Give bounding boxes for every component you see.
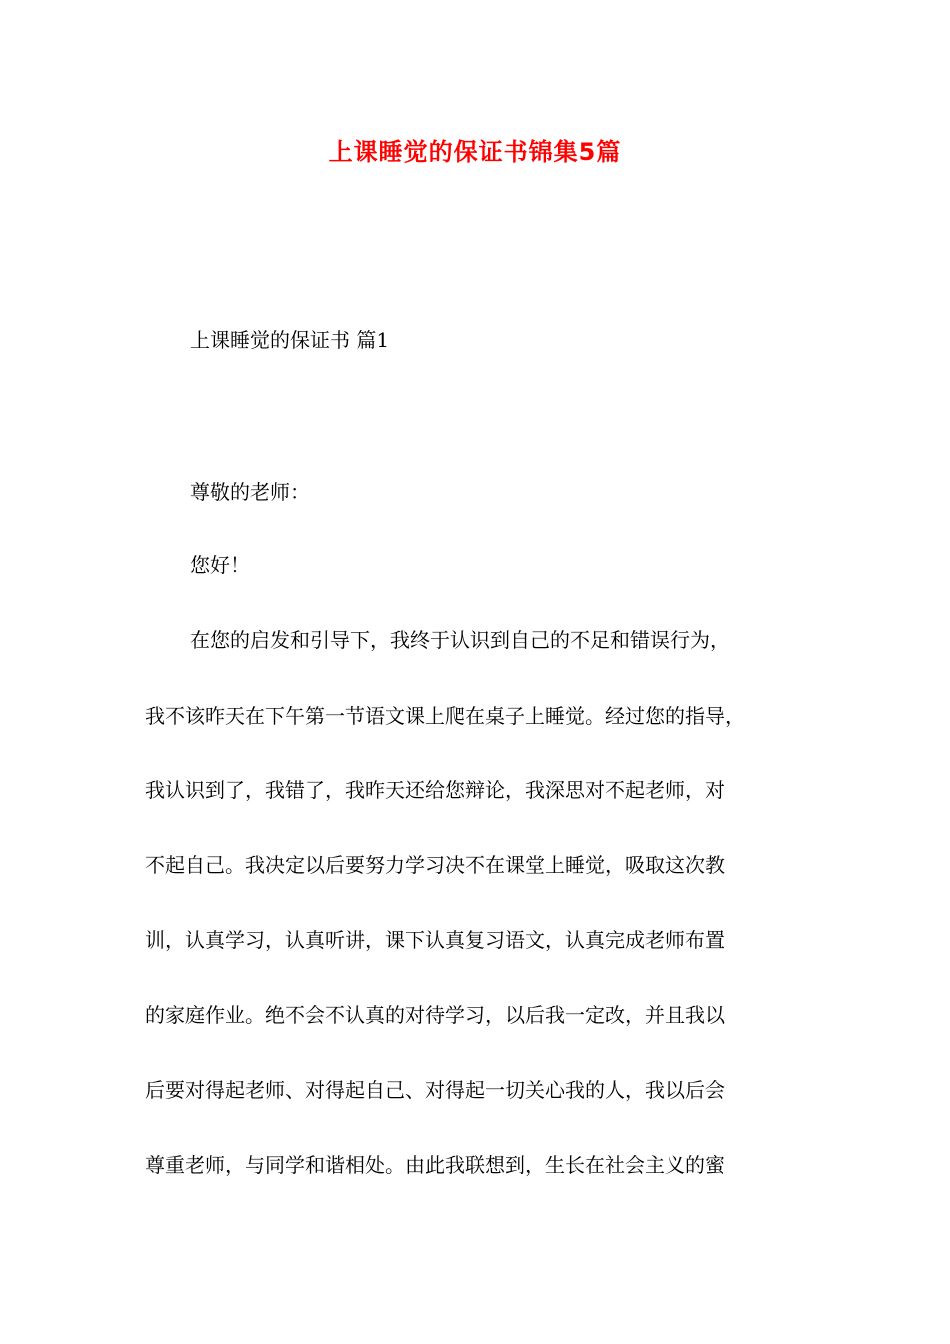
section-heading: 上课睡觉的保证书 篇1 bbox=[190, 328, 390, 352]
paragraph-line: 后要对得起老师、对得起自己、对得起一切关心我的人，我以后会 bbox=[145, 1078, 725, 1102]
salutation: 尊敬的老师： bbox=[190, 480, 310, 504]
paragraph-line: 尊重老师，与同学和谐相处。由此我联想到，生长在社会主义的蜜 bbox=[145, 1153, 725, 1177]
paragraph-line: 在您的启发和引导下，我终于认识到自己的不足和错误行为， bbox=[190, 628, 730, 652]
document-title: 上课睡觉的保证书锦集5篇 bbox=[328, 138, 622, 166]
paragraph-line: 的家庭作业。绝不会不认真的对待学习，以后我一定改，并且我以 bbox=[145, 1003, 725, 1027]
paragraph-line: 不起自己。我决定以后要努力学习决不在课堂上睡觉，吸取这次教 bbox=[145, 853, 725, 877]
paragraph-line: 我认识到了，我错了，我昨天还给您辩论，我深思对不起老师，对 bbox=[145, 778, 725, 802]
greeting: 您好！ bbox=[190, 553, 250, 577]
paragraph-line: 我不该昨天在下午第一节语文课上爬在桌子上睡觉。经过您的指导， bbox=[145, 704, 745, 728]
paragraph-line: 训，认真学习，认真听讲，课下认真复习语文，认真完成老师布置 bbox=[145, 928, 725, 952]
